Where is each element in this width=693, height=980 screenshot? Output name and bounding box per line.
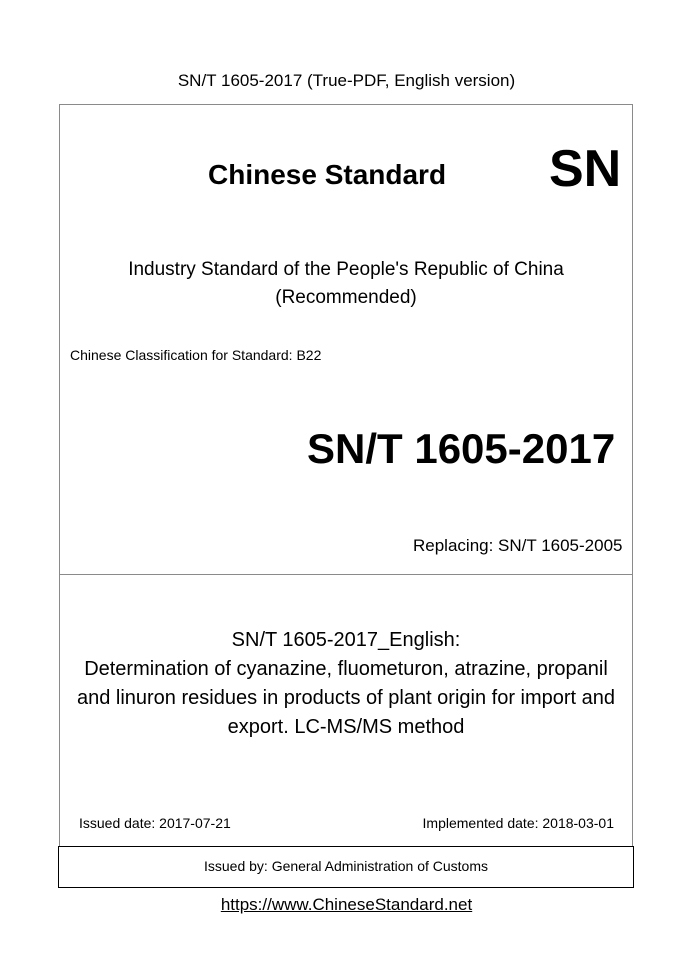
issuer-label: Issued by: General Administration of Customs bbox=[203, 858, 489, 874]
implemented-date: Implemented date: 2018-03-01 bbox=[422, 815, 614, 831]
brand-code: SN bbox=[549, 140, 622, 198]
classification-label: Chinese Classification for Standard: B22 bbox=[70, 347, 322, 363]
industry-heading bbox=[59, 256, 633, 312]
document-title-line-1: SN/T 1605-2017_English: bbox=[231, 629, 461, 651]
brand-title: Chinese Standard bbox=[208, 159, 447, 190]
document-title bbox=[59, 626, 633, 742]
section-divider bbox=[59, 574, 633, 575]
issuer-box bbox=[58, 846, 634, 888]
replacing-label: Replacing: SN/T 1605-2005 bbox=[413, 536, 623, 555]
industry-line-1: Industry Standard of the People's Republic of China bbox=[128, 259, 564, 280]
document-title-line-4: export. LC-MS/MS method bbox=[227, 716, 465, 738]
issued-date: Issued date: 2017-07-21 bbox=[79, 815, 231, 831]
standard-number: SN/T 1605-2017 bbox=[307, 425, 616, 472]
document-title-line-3: and linuron residues in products of plant origin for import and bbox=[76, 687, 616, 709]
document-header: SN/T 1605-2017 (True-PDF, English version) bbox=[177, 71, 516, 90]
industry-line-2: (Recommended) bbox=[275, 287, 417, 308]
cover-frame bbox=[59, 104, 633, 887]
website-link[interactable]: https://www.ChineseStandard.net bbox=[220, 895, 473, 914]
document-title-line-2: Determination of cyanazine, fluometuron, atrazine, propanil bbox=[84, 658, 608, 680]
